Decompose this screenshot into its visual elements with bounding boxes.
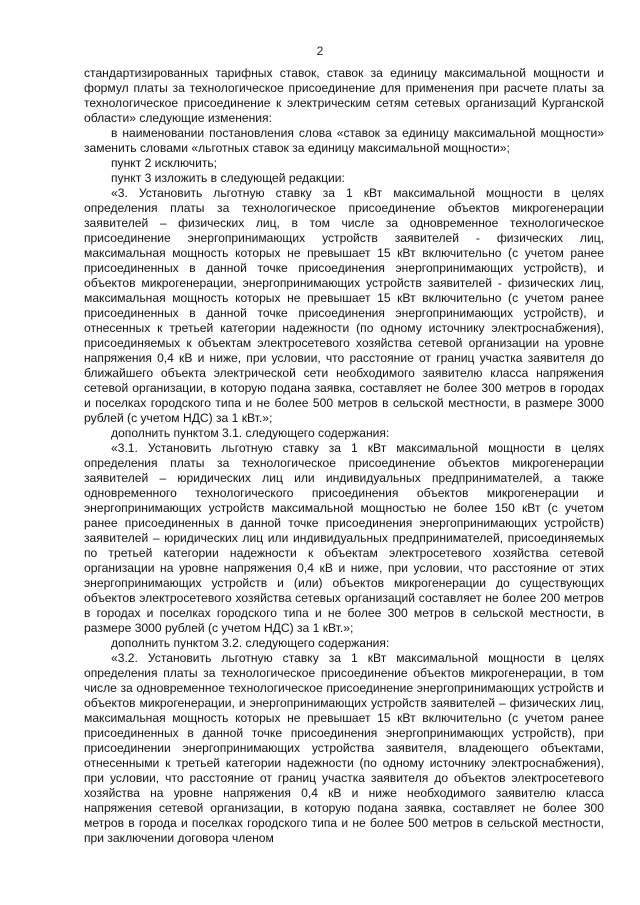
document-body	[84, 66, 604, 846]
paragraph-add-3-2: дополнить пунктом 3.2. следующего содержания:	[111, 636, 390, 650]
paragraph-item3-1-text: «3.1. Установить льготную ставку за 1 кВт максимальной мощности в целях определения платы за технологическое присоединение объектов микрогенерации заявителей – юридических лиц или индивидуальных предпринимателей, а также одновременного технологического присоединения объектов микрогенерации и энергопринимающих устройств максимальной мощностью не более 150 кВт (с учетом ранее присоединенных в данной точке присоединения энергопринимающих устройств) заявителей – юридических лиц или индивидуальных предпринимателей, присоединяемых по третьей категории надежности к объектам электросетевого хозяйства сетевой организации на уровне напряжения 0,4 кВ и ниже, при условии, что расстояние от этих энергопринимающих устройств и (или) объектов микрогенерации до существующих объектов электросетевого хозяйства сетевых организаций составляет не более 200 метров в городах и поселках городского типа и не более 300 метров в сельской местности, в размере 3000 рублей (с учетом НДС) за 1 кВт.»;	[84, 441, 604, 635]
paragraph-item2-delete: пункт 2 исключить;	[111, 156, 218, 170]
page-number: 2	[316, 44, 324, 58]
paragraph-item3-text: «3. Установить льготную ставку за 1 кВт максимальной мощности в целях определения платы за технологическое присоединение объектов микрогенерации заявителей – физических лиц, в том числе за одновременное технологическое присоединение энергопринимающих устройств заявителей - физических лиц, максимальная мощность которых не превышает 15 кВт включительно (с учетом ранее присоединенных в данной точке присоединения энергопринимающих устройств), и объектов микрогенерации, энергопринимающих устройств заявителей - физических лиц, максимальная мощность которых не превышает 15 кВт включительно (с учетом ранее присоединенных в данной точке присоединения энергопринимающих устройств), и отнесенных к третьей категории надежности (по одному источнику электроснабжения), присоединяемых к объектам электросетевого хозяйства сетевой организации на уровне напряжения 0,4 кВ и ниже, при условии, что расстояние от границ участка заявителя до ближайшего объекта электрической сети необходимого заявителю класса напряжения сетевой организации, в которую подана заявка, составляет не более 300 метров в городах и поселках городского типа и не более 500 метров в сельской местности, в размере 3000 рублей (с учетом НДС) за 1 кВт.»;	[84, 186, 604, 425]
paragraph-intro: стандартизированных тарифных ставок, ставок за единицу максимальной мощности и формул платы за технологическое присоединение для применения при расчете платы за технологическое присоединение к электрическим сетям сетевых организаций Курганской области» следующие изменения:	[84, 66, 604, 125]
paragraph-item3-restate: пункт 3 изложить в следующей редакции:	[111, 171, 345, 185]
paragraph-item3-2-text: «3.2. Установить льготную ставку за 1 кВт максимальной мощности в целях определения платы за технологическое присоединение объектов микрогенерации, в том числе за одновременное технологическое присоединение энергопринимающих устройств и объектов микрогенерации, и энергопринимающих устройств заявителей – физических лиц, максимальная мощность которых не превышает 15 кВт включительно (с учетом ранее присоединенных в данной точке присоединения энергопринимающих устройств), при присоединении энергопринимающих устройства заявителя, владеющего объектами, отнесенными к третьей категории надежности (по одному источнику электроснабжения), при условии, что расстояние от границ участка заявителя до объектов электросетевого хозяйства на уровне напряжения 0,4 кВ и ниже необходимого заявителю класса напряжения сетевой организации, в которую подана заявка, составляет не более 300 метров в города и поселках городского типа и не более 500 метров в сельской местности, при заключении договора членом	[84, 651, 604, 845]
paragraph-add-3-1: дополнить пунктом 3.1. следующего содержания:	[111, 426, 390, 440]
paragraph-rename: в наименовании постановления слова «ставок за единицу максимальной мощности» заменить словами «льготных ставок за единицу максимальной мощности»;	[84, 126, 604, 155]
